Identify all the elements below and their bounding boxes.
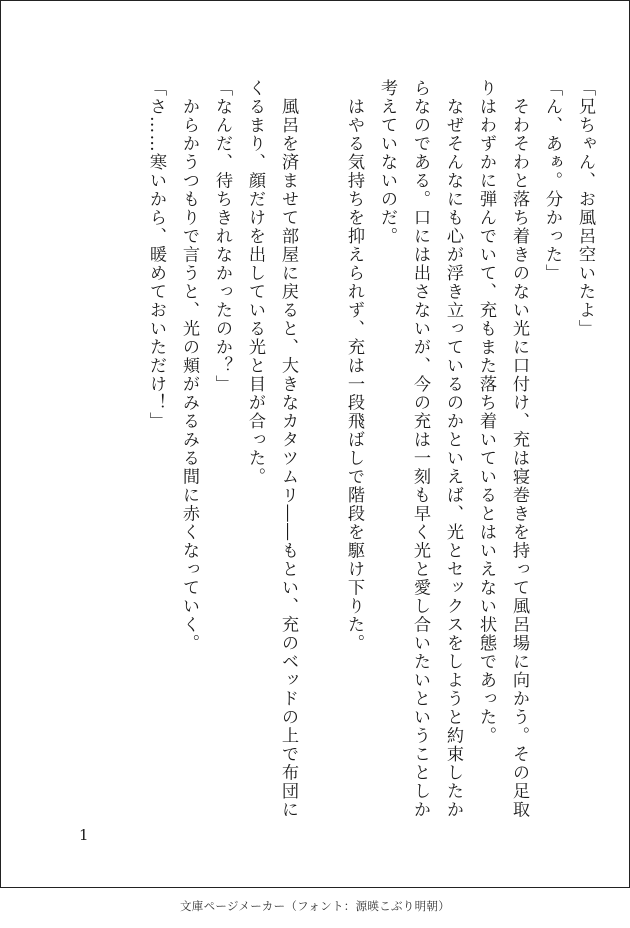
paragraph: 「さ……寒いから、暖めておいただけ！」	[146, 79, 166, 431]
paragraph: からかうつもりで言うと、光の頬がみるみる間に赤くなっていく。	[179, 79, 199, 653]
paragraph: 「なんだ、待ちきれなかったのか？」	[212, 79, 232, 394]
paragraph: なぜそんなにも心が浮き立っているのかといえば、光とセックスをしようと約束したからなのである。口には出さないが、今の充は一刻も早く光と愛し合いたいということしか考えていないのだ。	[377, 79, 463, 819]
footer-credit: 文庫ページメーカー（フォント：源暎こぶり明朝）	[179, 899, 451, 913]
blank-line	[304, 79, 337, 821]
paragraph: 「ん、あぁ。分かった」	[542, 79, 562, 283]
paragraph: 風呂を済ませて部屋に戻ると、大きなカタツムリ――もとい、充のベッドの上で布団にくるまり、顔だけを出している光と目が合った。	[245, 79, 298, 819]
vertical-text-body	[81, 79, 601, 821]
page-number: 1	[79, 826, 89, 844]
paragraph: はやる気持ちを抑えられず、充は一段飛ばしで階段を駆け下りた。	[344, 79, 364, 653]
paragraph: そわそわと落ち着きのない光に口付け、充は寝巻きを持って風呂場に向かう。その足取りはわずかに弾んでいて、充もまた落ち着いているとはいえない状態であった。	[476, 79, 529, 819]
paragraph: 「兄ちゃん、お風呂空いたよ」	[575, 79, 595, 338]
